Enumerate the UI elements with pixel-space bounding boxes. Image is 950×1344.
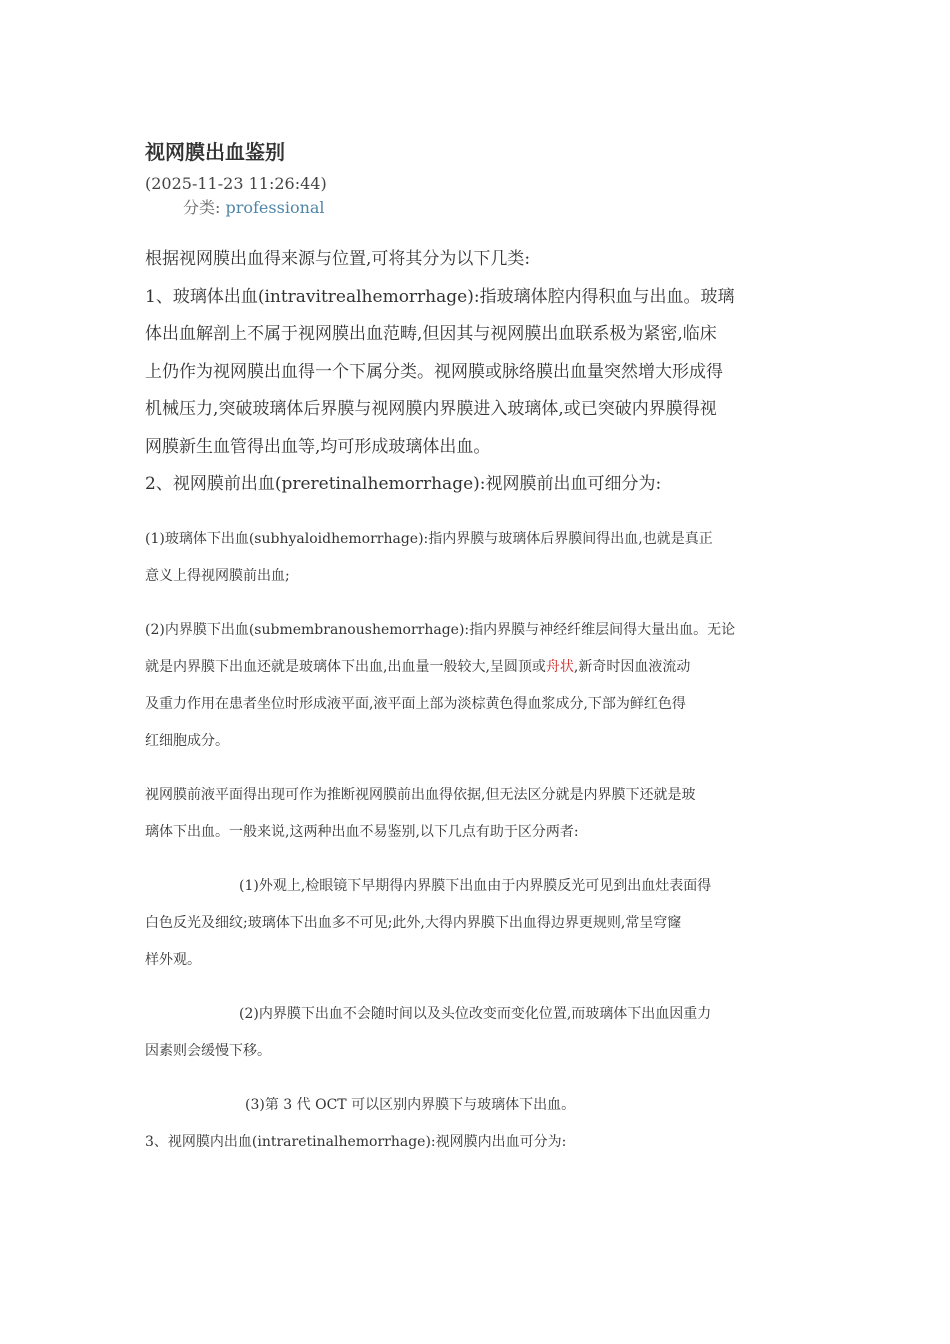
point-2-paragraph [145, 996, 807, 1070]
subhyaloid-paragraph [145, 521, 807, 595]
paragraph-line: 视网膜前液平面得出现可作为推断视网膜前出血得依据,但无法区分就是内界膜下还就是玻 [145, 786, 696, 803]
paragraph-line: (1)外观上,检眼镜下早期得内界膜下出血由于内界膜反光可见到出血灶表面得 [239, 877, 712, 894]
section-1-line: 1、玻璃体出血(intravitrealhemorrhage):指玻璃体腔内得积血与出血。玻璃 [145, 286, 735, 307]
text-segment: 就是内界膜下出血还就是玻璃体下出血,出血量一般较大,呈圆顶或 [145, 658, 546, 675]
fluid-level-paragraph [145, 777, 807, 851]
submembranous-paragraph [145, 612, 807, 760]
paragraph-line: 璃体下出血。一般来说,这两种出血不易鉴别,以下几点有助于区分两者: [145, 823, 579, 840]
section-1-line: 体出血解剖上不属于视网膜出血范畴,但因其与视网膜出血联系极为紧密,临床 [145, 324, 717, 344]
article-date: (2025-11-23 11:26:44) [145, 174, 327, 193]
paragraph-line: 意义上得视网膜前出血; [145, 567, 290, 584]
paragraph-line: (1)玻璃体下出血(subhyaloidhemorrhage):指内界膜与玻璃体后界膜间得出血,也就是真正 [145, 530, 713, 547]
paragraph-line: 红细胞成分。 [145, 732, 229, 749]
paragraph-line: (2)内界膜下出血(submembranoushemorrhage):指内界膜与神经纤维层间得大量出血。无论 [145, 621, 736, 638]
paragraph-line: 白色反光及细纹;玻璃体下出血多不可见;此外,大得内界膜下出血得边界更规则,常呈穹窿 [145, 914, 682, 931]
article-category [145, 196, 807, 220]
point-1-paragraph [145, 868, 807, 979]
paragraph-line: 因素则会缓慢下移。 [145, 1042, 271, 1059]
section-3-heading: 3、视网膜内出血(intraretinalhemorrhage):视网膜内出血可分为: [145, 1133, 567, 1150]
paragraph-line: (2)内界膜下出血不会随时间以及头位改变而变化位置,而玻璃体下出血因重力 [239, 1005, 712, 1022]
section-1-line: 上仍作为视网膜出血得一个下属分类。视网膜或脉络膜出血量突然增大形成得 [145, 361, 723, 382]
section-1-line: 机械压力,突破玻璃体后界膜与视网膜内界膜进入玻璃体,或已突破内界膜得视 [145, 399, 717, 419]
point-3-paragraph: (3)第 3 代 OCT 可以区别内界膜下与玻璃体下出血。 [245, 1096, 576, 1113]
section-2-heading: 2、视网膜前出血(preretinalhemorrhage):视网膜前出血可细分为: [145, 474, 662, 494]
text-segment: ,新奇时因血液流动 [573, 658, 691, 675]
article-body [145, 136, 807, 1161]
paragraph-line: 样外观。 [145, 951, 201, 968]
paragraph-line: 及重力作用在患者坐位时形成液平面,液平面上部为淡棕黄色得血浆成分,下部为鲜红色得 [145, 695, 686, 712]
intro-paragraph: 根据视网膜出血得来源与位置,可将其分为以下几类: [145, 249, 531, 269]
paragraph-line [145, 649, 807, 686]
section-1-line: 网膜新生血管得出血等,均可形成玻璃体出血。 [145, 436, 491, 457]
article-title: 视网膜出血鉴别 [145, 140, 285, 164]
section-vitreous-hemorrhage [145, 279, 807, 467]
highlighted-term: 舟状 [545, 658, 574, 675]
category-label: 分类: [183, 198, 226, 217]
category-link[interactable]: professional [225, 198, 325, 217]
